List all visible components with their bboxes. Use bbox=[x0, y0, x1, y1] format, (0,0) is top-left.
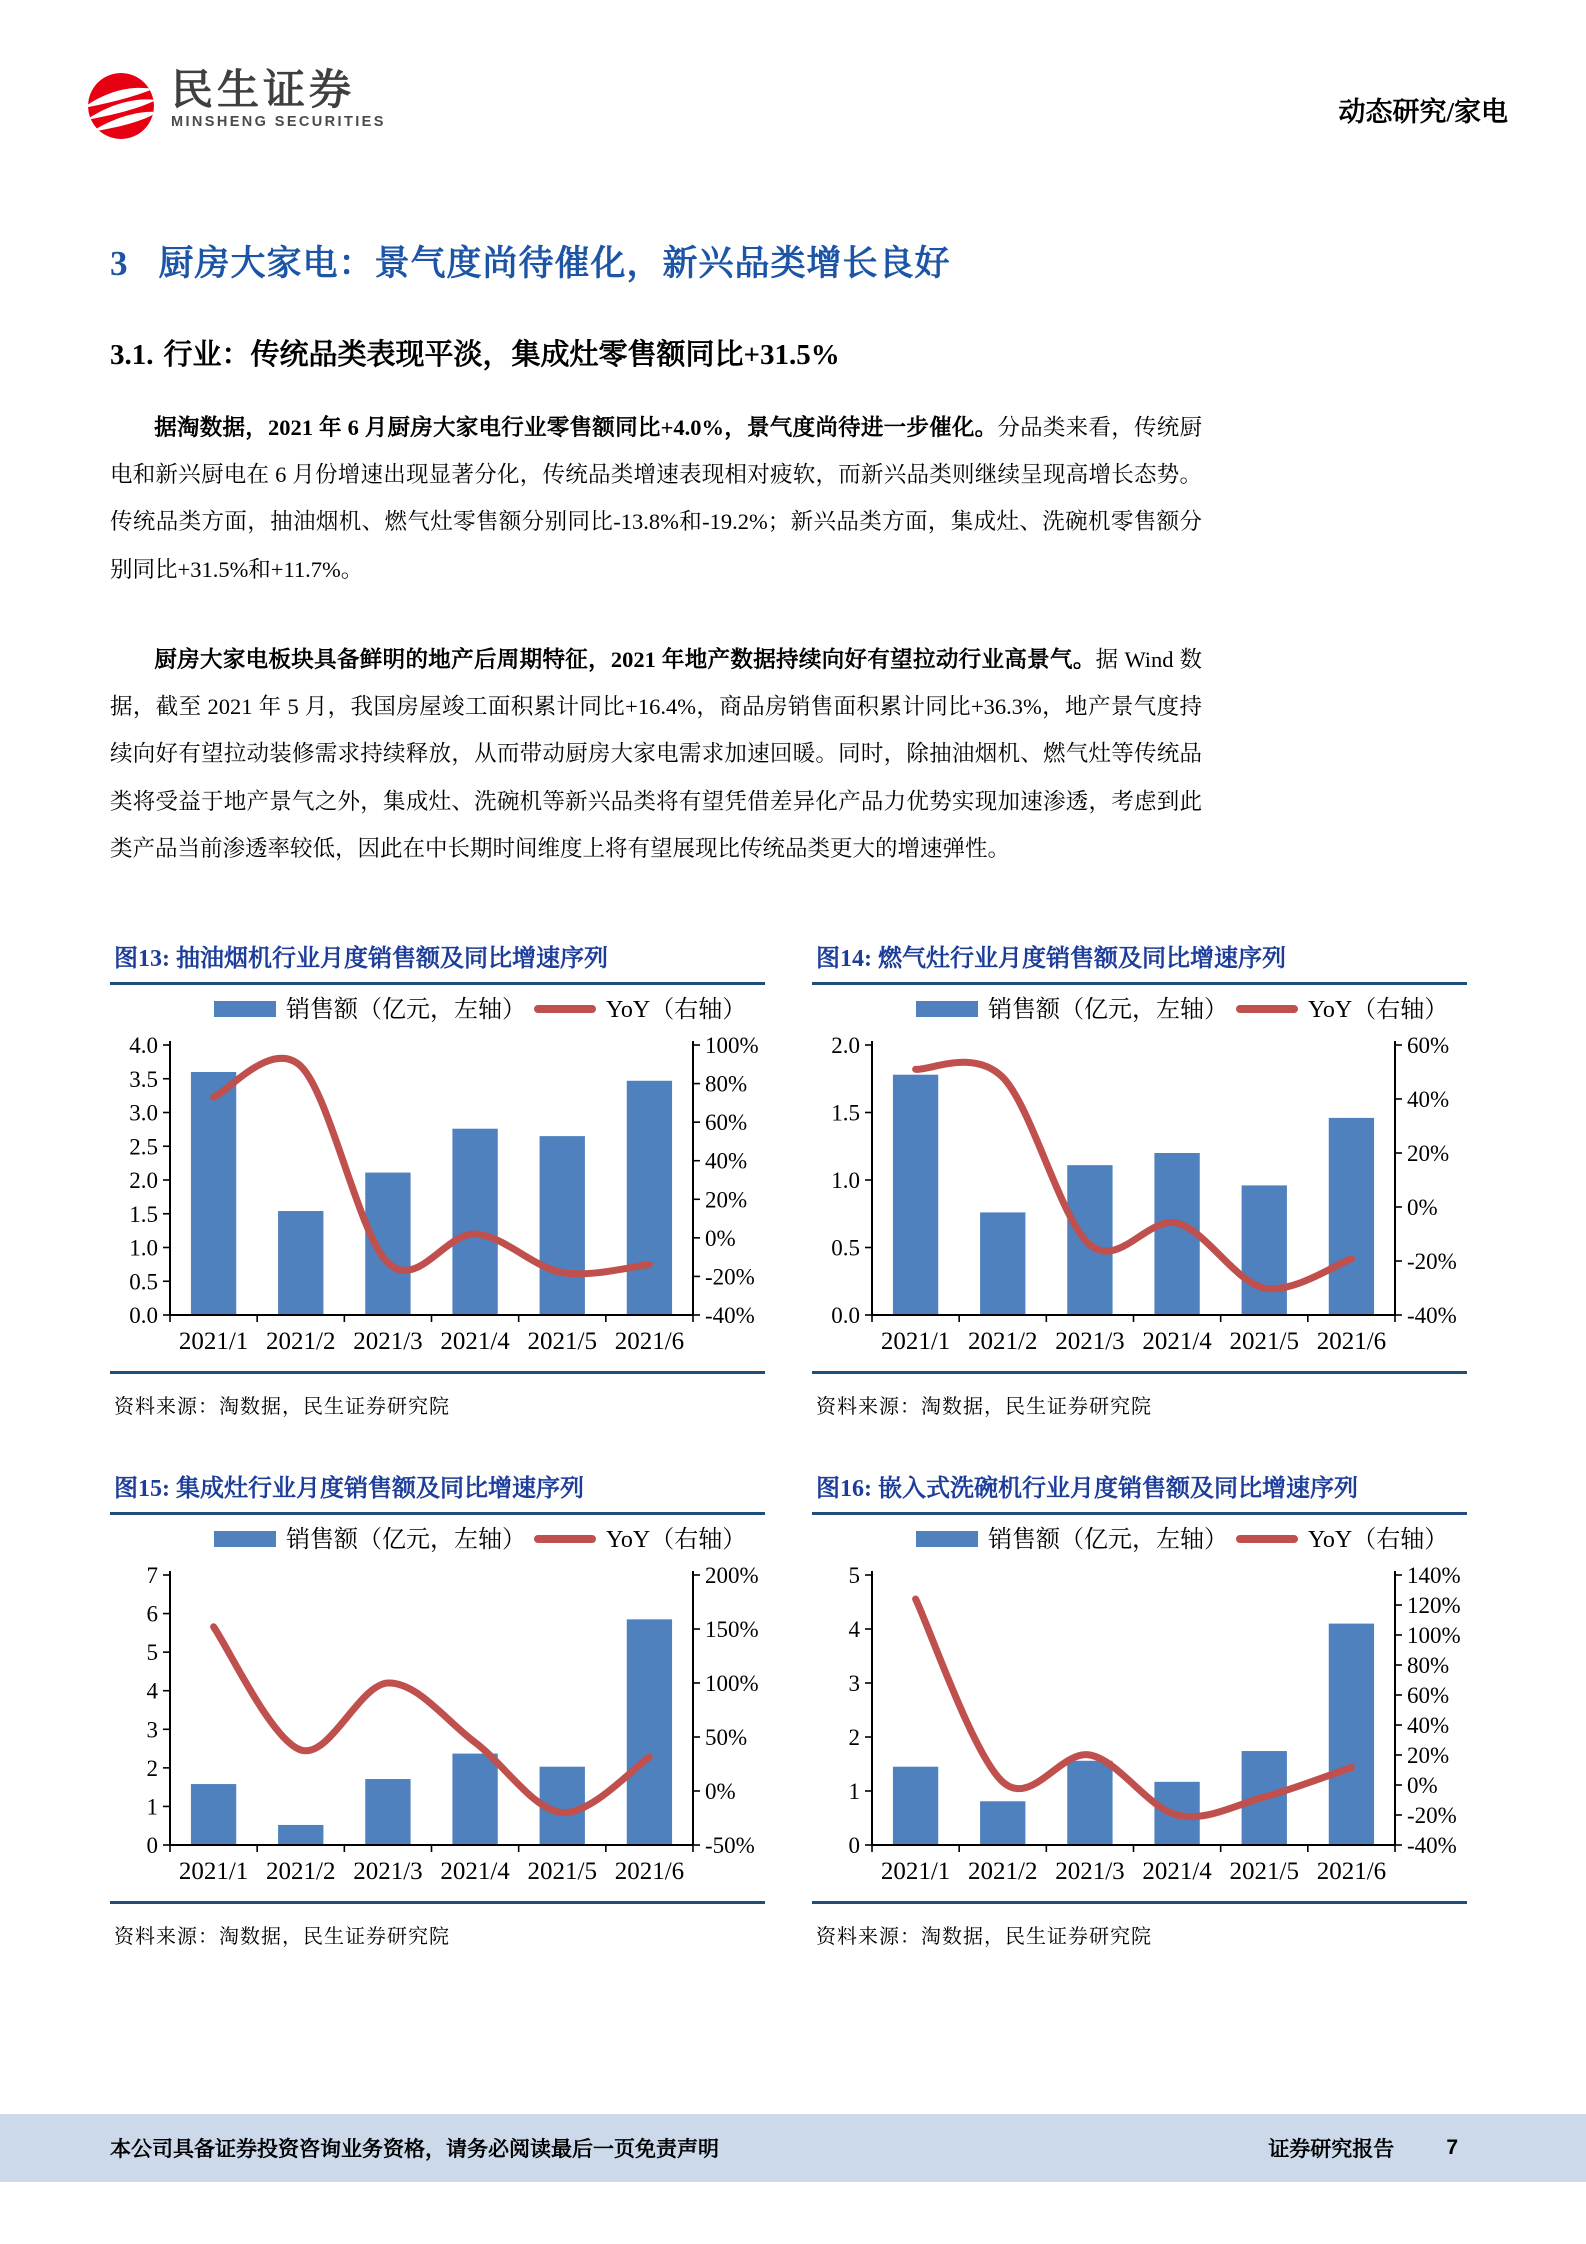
left-axis-label: 1.0 bbox=[129, 1235, 158, 1261]
right-axis-label: 60% bbox=[1407, 1033, 1450, 1058]
legend-line-label: YoY（右轴） bbox=[606, 997, 747, 1023]
left-axis-label: 2 bbox=[146, 1755, 158, 1781]
legend-bar-label: 销售额（亿元，左轴） bbox=[988, 997, 1228, 1023]
paragraph-1-rest: 分品类来看，传统厨电和新兴厨电在 6 月份增速出现显著分化，传统品类增速表现相对疲软，而新兴品类则继续呈现高增长态势。传统品类方面，抽油烟机、燃气灶零售额分别同比-13.8%和-19.2%；新兴品类方面，集成灶、洗碗机零售额分别同比+31.5%和+11.7%。 bbox=[110, 415, 1202, 582]
paragraph-1-lead: 据淘数据，2021 年 6 月厨房大家电行业零售额同比+4.0%，景气度尚待进一步催化。 bbox=[154, 415, 998, 440]
bar-2021/6 bbox=[1329, 1118, 1374, 1315]
category-label: 2021/1 bbox=[880, 1858, 951, 1885]
figure-16 bbox=[812, 1468, 1467, 1949]
category-label: 2021/4 bbox=[440, 1328, 510, 1355]
bar-2021/5 bbox=[540, 1136, 585, 1315]
right-axis-label: 0% bbox=[1407, 1195, 1438, 1220]
left-axis-label: 0 bbox=[146, 1833, 158, 1858]
paragraph-2 bbox=[110, 636, 1202, 872]
bar-2021/1 bbox=[191, 1072, 236, 1315]
left-axis-label: 3.5 bbox=[129, 1066, 158, 1092]
subsection-heading bbox=[110, 332, 840, 373]
category-label: 2021/6 bbox=[1316, 1858, 1387, 1885]
legend-line-swatch bbox=[534, 1535, 596, 1543]
legend-bar-swatch bbox=[214, 1001, 276, 1017]
legend-line-label: YoY（右轴） bbox=[1308, 997, 1449, 1023]
bar-2021/1 bbox=[893, 1075, 938, 1315]
report-category-label: 动态研究/家电 bbox=[1338, 97, 1508, 127]
bar-2021/1 bbox=[191, 1784, 236, 1845]
left-axis-label: 1.5 bbox=[831, 1100, 860, 1126]
right-axis-label: 80% bbox=[705, 1071, 748, 1097]
right-axis-label: 40% bbox=[705, 1148, 748, 1174]
right-axis-label: -40% bbox=[1407, 1303, 1457, 1328]
bar-2021/4 bbox=[452, 1754, 497, 1845]
category-label: 2021/4 bbox=[1142, 1858, 1212, 1885]
figure-16-bottom-rule bbox=[812, 1901, 1467, 1904]
bar-2021/1 bbox=[893, 1767, 938, 1845]
right-axis-label: 80% bbox=[1407, 1653, 1450, 1678]
left-axis-label: 4.0 bbox=[129, 1033, 158, 1058]
left-axis-label: 1.0 bbox=[831, 1168, 860, 1193]
right-axis-label: 100% bbox=[1407, 1623, 1461, 1648]
bar-2021/3 bbox=[365, 1779, 410, 1845]
legend-bar-swatch bbox=[214, 1531, 276, 1547]
figure-16-title: 图16: 嵌入式洗碗机行业月度销售额及同比增速序列 bbox=[816, 1476, 1358, 1502]
figure-14-bottom-rule bbox=[812, 1371, 1467, 1374]
right-axis-label: 50% bbox=[705, 1725, 748, 1750]
section-title: 厨房大家电：景气度尚待催化，新兴品类增长良好 bbox=[158, 244, 951, 283]
right-axis-label: -50% bbox=[705, 1833, 755, 1858]
left-axis-label: 0.0 bbox=[831, 1303, 860, 1328]
right-axis-label: 140% bbox=[1407, 1563, 1461, 1588]
right-axis-label: 20% bbox=[705, 1187, 748, 1213]
category-label: 2021/6 bbox=[1316, 1328, 1387, 1355]
category-label: 2021/3 bbox=[353, 1328, 423, 1355]
right-axis-label: 100% bbox=[705, 1033, 759, 1058]
right-axis-label: -20% bbox=[1407, 1249, 1457, 1274]
category-label: 2021/2 bbox=[266, 1328, 336, 1355]
category-label: 2021/2 bbox=[968, 1328, 1038, 1355]
category-label: 2021/1 bbox=[178, 1328, 249, 1355]
right-axis-label: 60% bbox=[1407, 1683, 1450, 1708]
section-heading bbox=[110, 236, 951, 286]
left-axis-label: 4 bbox=[848, 1617, 860, 1642]
right-axis-label: 0% bbox=[705, 1779, 736, 1804]
minsheng-logo-icon bbox=[85, 68, 157, 145]
legend-line-label: YoY（右轴） bbox=[606, 1527, 747, 1553]
left-axis-label: 2.0 bbox=[831, 1033, 860, 1058]
figure-16-chart bbox=[812, 1515, 1467, 1901]
figure-14-chart bbox=[812, 985, 1467, 1371]
left-axis-label: 2.0 bbox=[129, 1168, 158, 1193]
category-label: 2021/5 bbox=[527, 1328, 597, 1355]
left-axis-label: 1.5 bbox=[129, 1201, 158, 1227]
figure-15 bbox=[110, 1468, 765, 1949]
category-label: 2021/6 bbox=[614, 1328, 685, 1355]
bar-2021/2 bbox=[980, 1212, 1025, 1315]
left-axis-label: 3.0 bbox=[129, 1100, 158, 1126]
paragraph-2-rest: 据 Wind 数据，截至 2021 年 5 月，我国房屋竣工面积累计同比+16.4%，商品房销售面积累计同比+36.3%，地产景气度持续向好有望拉动装修需求持续释放，从而带动厨房大家电需求加速回暖。同时，除抽油烟机、燃气灶等传统品类将受益于地产景气之外，集成灶、洗碗机等新兴品类将有望凭借差异化产品力优势实现加速渗透，考虑到此类产品当前渗透率较低，因此在中长期时间维度上将有望展现比传统品类更大的增速弹性。 bbox=[110, 647, 1202, 861]
category-label: 2021/5 bbox=[527, 1858, 597, 1885]
figure-16-source: 资料来源：淘数据，民生证券研究院 bbox=[816, 1926, 1152, 1948]
right-axis-label: 40% bbox=[1407, 1087, 1450, 1112]
legend-bar-label: 销售额（亿元，左轴） bbox=[286, 1527, 526, 1553]
category-label: 2021/3 bbox=[353, 1858, 423, 1885]
figure-13-chart bbox=[110, 985, 765, 1371]
category-label: 2021/6 bbox=[614, 1858, 685, 1885]
figure-13 bbox=[110, 938, 765, 1419]
right-axis-label: 20% bbox=[1407, 1743, 1450, 1768]
logo-cn: 民生证券 bbox=[171, 66, 356, 113]
category-label: 2021/3 bbox=[1055, 1858, 1125, 1885]
category-label: 2021/1 bbox=[880, 1328, 951, 1355]
legend-line-swatch bbox=[534, 1005, 596, 1013]
category-label: 2021/5 bbox=[1229, 1328, 1299, 1355]
logo-text bbox=[171, 68, 386, 130]
figure-15-title: 图15: 集成灶行业月度销售额及同比增速序列 bbox=[114, 1476, 584, 1502]
legend-line-label: YoY（右轴） bbox=[1308, 1527, 1449, 1553]
figure-13-bottom-rule bbox=[110, 1371, 765, 1374]
legend-bar-swatch bbox=[916, 1001, 978, 1017]
left-axis-label: 0.5 bbox=[129, 1269, 158, 1295]
legend-line-swatch bbox=[1236, 1535, 1298, 1543]
bar-2021/6 bbox=[1329, 1624, 1374, 1845]
footer-disclaimer: 本公司具备证券投资咨询业务资格，请务必阅读最后一页免责声明 bbox=[110, 2138, 719, 2161]
figure-15-chart bbox=[110, 1515, 765, 1901]
left-axis-label: 3 bbox=[848, 1671, 860, 1696]
figure-14-title: 图14: 燃气灶行业月度销售额及同比增速序列 bbox=[816, 946, 1286, 972]
left-axis-label: 6 bbox=[146, 1601, 158, 1627]
logo-en: MINSHENG SECURITIES bbox=[171, 114, 386, 130]
left-axis-label: 3 bbox=[146, 1717, 158, 1743]
left-axis-label: 1 bbox=[146, 1794, 158, 1820]
category-label: 2021/4 bbox=[440, 1858, 510, 1885]
bar-2021/3 bbox=[1067, 1761, 1112, 1845]
header-logo bbox=[85, 68, 386, 145]
figure-15-bottom-rule bbox=[110, 1901, 765, 1904]
right-axis-label: 0% bbox=[1407, 1773, 1438, 1798]
right-axis-label: 200% bbox=[705, 1563, 759, 1588]
left-axis-label: 0 bbox=[848, 1833, 860, 1858]
right-axis-label: -20% bbox=[705, 1264, 755, 1290]
left-axis-label: 5 bbox=[848, 1563, 860, 1588]
legend-line-swatch bbox=[1236, 1005, 1298, 1013]
left-axis-label: 2.5 bbox=[129, 1134, 158, 1160]
bar-2021/4 bbox=[452, 1129, 497, 1315]
right-axis-label: 20% bbox=[1407, 1141, 1450, 1166]
footer-band bbox=[0, 2114, 1586, 2182]
figure-14-source: 资料来源：淘数据，民生证券研究院 bbox=[816, 1396, 1152, 1418]
bar-2021/2 bbox=[980, 1801, 1025, 1845]
bar-2021/2 bbox=[278, 1211, 323, 1315]
right-axis-label: -40% bbox=[1407, 1833, 1457, 1858]
category-label: 2021/1 bbox=[178, 1858, 249, 1885]
bar-2021/5 bbox=[1242, 1185, 1287, 1315]
subsection-title: 行业：传统品类表现平淡，集成灶零售额同比+31.5% bbox=[163, 339, 840, 371]
figure-15-source: 资料来源：淘数据，民生证券研究院 bbox=[114, 1926, 450, 1948]
figure-14 bbox=[812, 938, 1467, 1419]
category-label: 2021/5 bbox=[1229, 1858, 1299, 1885]
category-label: 2021/2 bbox=[266, 1858, 336, 1885]
footer-page-number: 7 bbox=[1446, 2136, 1458, 2159]
figure-13-title: 图13: 抽油烟机行业月度销售额及同比增速序列 bbox=[114, 946, 608, 972]
bar-2021/2 bbox=[278, 1825, 323, 1845]
bar-2021/6 bbox=[627, 1081, 672, 1315]
figure-13-source: 资料来源：淘数据，民生证券研究院 bbox=[114, 1396, 450, 1418]
footer-report-type: 证券研究报告 bbox=[1268, 2138, 1395, 2161]
left-axis-label: 7 bbox=[146, 1563, 158, 1588]
right-axis-label: 40% bbox=[1407, 1713, 1450, 1738]
left-axis-label: 1 bbox=[848, 1779, 860, 1804]
left-axis-label: 0.5 bbox=[831, 1235, 860, 1261]
right-axis-label: -40% bbox=[705, 1303, 755, 1328]
right-axis-label: 150% bbox=[705, 1617, 759, 1642]
legend-bar-label: 销售额（亿元，左轴） bbox=[286, 997, 526, 1023]
left-axis-label: 0.0 bbox=[129, 1303, 158, 1328]
right-axis-label: -20% bbox=[1407, 1803, 1457, 1828]
right-axis-label: 0% bbox=[705, 1225, 736, 1251]
left-axis-label: 4 bbox=[146, 1678, 158, 1704]
bar-2021/6 bbox=[627, 1619, 672, 1845]
right-axis-label: 100% bbox=[705, 1671, 759, 1696]
section-number: 3 bbox=[110, 244, 129, 283]
legend-bar-label: 销售额（亿元，左轴） bbox=[988, 1527, 1228, 1553]
left-axis-label: 5 bbox=[146, 1640, 158, 1666]
left-axis-label: 2 bbox=[848, 1725, 860, 1750]
subsection-number: 3.1. bbox=[110, 339, 154, 371]
legend-bar-swatch bbox=[916, 1531, 978, 1547]
category-label: 2021/4 bbox=[1142, 1328, 1212, 1355]
paragraph-1 bbox=[110, 404, 1202, 593]
right-axis-label: 60% bbox=[705, 1110, 748, 1136]
paragraph-2-lead: 厨房大家电板块具备鲜明的地产后周期特征，2021 年地产数据持续向好有望拉动行业高景气。 bbox=[154, 647, 1096, 672]
category-label: 2021/2 bbox=[968, 1858, 1038, 1885]
right-axis-label: 120% bbox=[1407, 1593, 1461, 1618]
category-label: 2021/3 bbox=[1055, 1328, 1125, 1355]
